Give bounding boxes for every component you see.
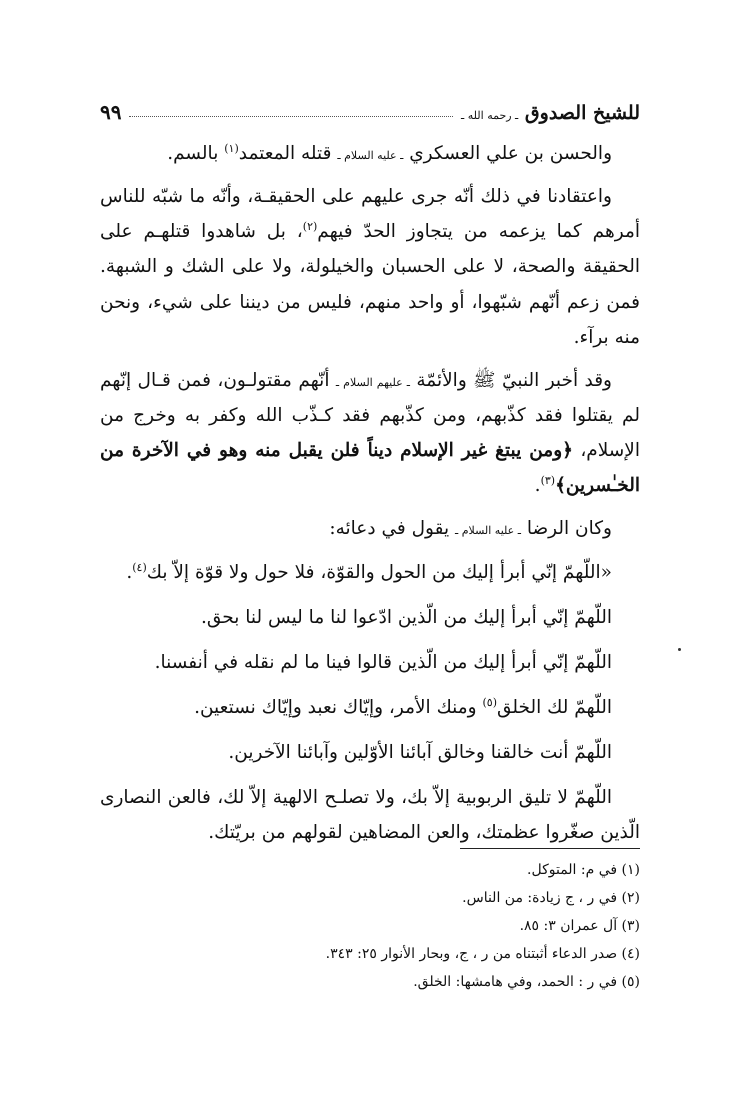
prayer-line-3: [100, 645, 640, 680]
running-header: [100, 92, 640, 124]
footnote-ref-3[interactable]: (٣): [540, 474, 556, 488]
p1-text-a: والحسن بن علي العسكري: [403, 143, 612, 164]
prayer-3-text: اللّهمّ إنّي أبرأ إليك من الّذين قالوا فينا ما لم نقله في أنفسنا.: [154, 651, 612, 673]
footnote-2: (٢) في ر ، ج زيادة: من الناس.: [462, 890, 640, 906]
header-honorific: ـ رحمه الله ـ: [461, 109, 519, 122]
header-author: للشيخ الصدوق: [524, 102, 640, 124]
paragraph-4: [100, 511, 640, 546]
prayer-5-text: اللّهمّ أنت خالقنا وخالق آبائنا الأوّلين وآبائنا الآخرين.: [228, 742, 612, 764]
p3-text-b: أنّهم مقتولـون، فمن قـال إنّهم لم يقتلوا فقد كذّبهم، ومن كذّبهم فقد كـذّب الله وكفر به وخرج من الإسلام،: [100, 369, 640, 462]
prayer-line-6: [100, 780, 640, 850]
paragraph-2: [100, 179, 640, 355]
prayer-line-1: [100, 555, 640, 590]
main-text: [100, 136, 640, 861]
footnote-3: (٣) آل عمران ٣: ٨٥.: [519, 918, 640, 934]
footnote-ref-5[interactable]: (٥): [482, 695, 497, 709]
footnote-ref-1[interactable]: (١): [224, 141, 239, 155]
prayer-line-2: [100, 600, 640, 635]
p4-text-a: وكان الرضا: [520, 518, 612, 540]
prayer-line-5: [100, 735, 640, 770]
prayer-1-end: .: [126, 561, 133, 583]
header-leader-dots: [129, 116, 453, 117]
stray-ink-mark: [678, 648, 681, 651]
prayer-6-text: اللّهمّ لا تليق الربوبية إلاّ بك، ولا تصلـح الالهية إلاّ لك، فالعن النصارى الّذين صغّروا عظمتك، والعن المضاهين لقولهم من بريّتك.: [100, 787, 640, 844]
footnote-ref-4[interactable]: (٤): [132, 560, 147, 574]
footnotes: [100, 856, 640, 996]
paragraph-1: [100, 136, 640, 171]
footnote-ref-2[interactable]: (٢): [302, 220, 318, 234]
p1-text-c: بالسم.: [167, 143, 225, 164]
p1-honorific: ـ عليه السلام ـ: [337, 149, 404, 162]
header-title: [461, 102, 640, 124]
p1-text-b: قتله المعتمد: [238, 143, 338, 164]
prayer-1-text: «اللّهمّ إنّي أبرأ إليك من الحول والقوّة، فلا حول ولا قوّة إلاّ بك: [146, 561, 612, 583]
p3-text-a: وقد أخبر النبيّ ﷺ والأئمّة: [409, 369, 612, 391]
p2-text-a: واعتقادنا في ذلك أنّه جرى عليهم على الحقيقـة، وأنّه ما شبّه للناس أمرهم كما يزعمه من يتجاوز الحدّ فيهم: [100, 186, 640, 243]
prayer-2-text: اللّهمّ إنّي أبرأ إليك من الّذين ادّعوا لنا ما ليس لنا بحق.: [200, 606, 612, 628]
footnote-separator: [460, 848, 640, 849]
p3-text-c: .: [534, 475, 541, 497]
p3-honorific: ـ عليهم السلام ـ: [335, 375, 410, 389]
prayer-4-text-b: ومنك الأمر، وإيّاك نعبد وإيّاك نستعين.: [194, 696, 483, 718]
p2-text-b: ، بل شاهدوا قتلهـم على الحقيقة والصحة، لا على الحسبان والخيلولة، ولا على الشك و الشبهة. فمن زعم أنّهم شبّهوا، أو واحد منهم، فليس من ديننا على شيء، ونحن منه برآء.: [100, 221, 640, 348]
prayer-4-text-a: اللّهمّ لك الخلق: [496, 696, 612, 718]
footnote-4: (٤) صدر الدعاء أثبتناه من ر ، ج، وبحار الأنوار ٢٥: ٣٤٣.: [325, 946, 640, 962]
footnote-1: (١) في م: المتوكل.: [527, 862, 640, 878]
quran-verse: ﴿ومن يبتغ غير الإسلام ديناً فلن يقبل منه وهو في الآخرة من الخـٰسرين﴾: [100, 440, 640, 497]
prayer-line-4: [100, 690, 640, 725]
footnote-5: (٥) في ر : الحمد، وفي هامشها: الخلق.: [413, 974, 640, 990]
p4-text-b: يقول في دعائه:: [329, 518, 455, 540]
paragraph-3: [100, 363, 640, 504]
p4-honorific: ـ عليه السلام ـ: [454, 524, 521, 538]
page-number: ٩٩: [100, 100, 122, 124]
